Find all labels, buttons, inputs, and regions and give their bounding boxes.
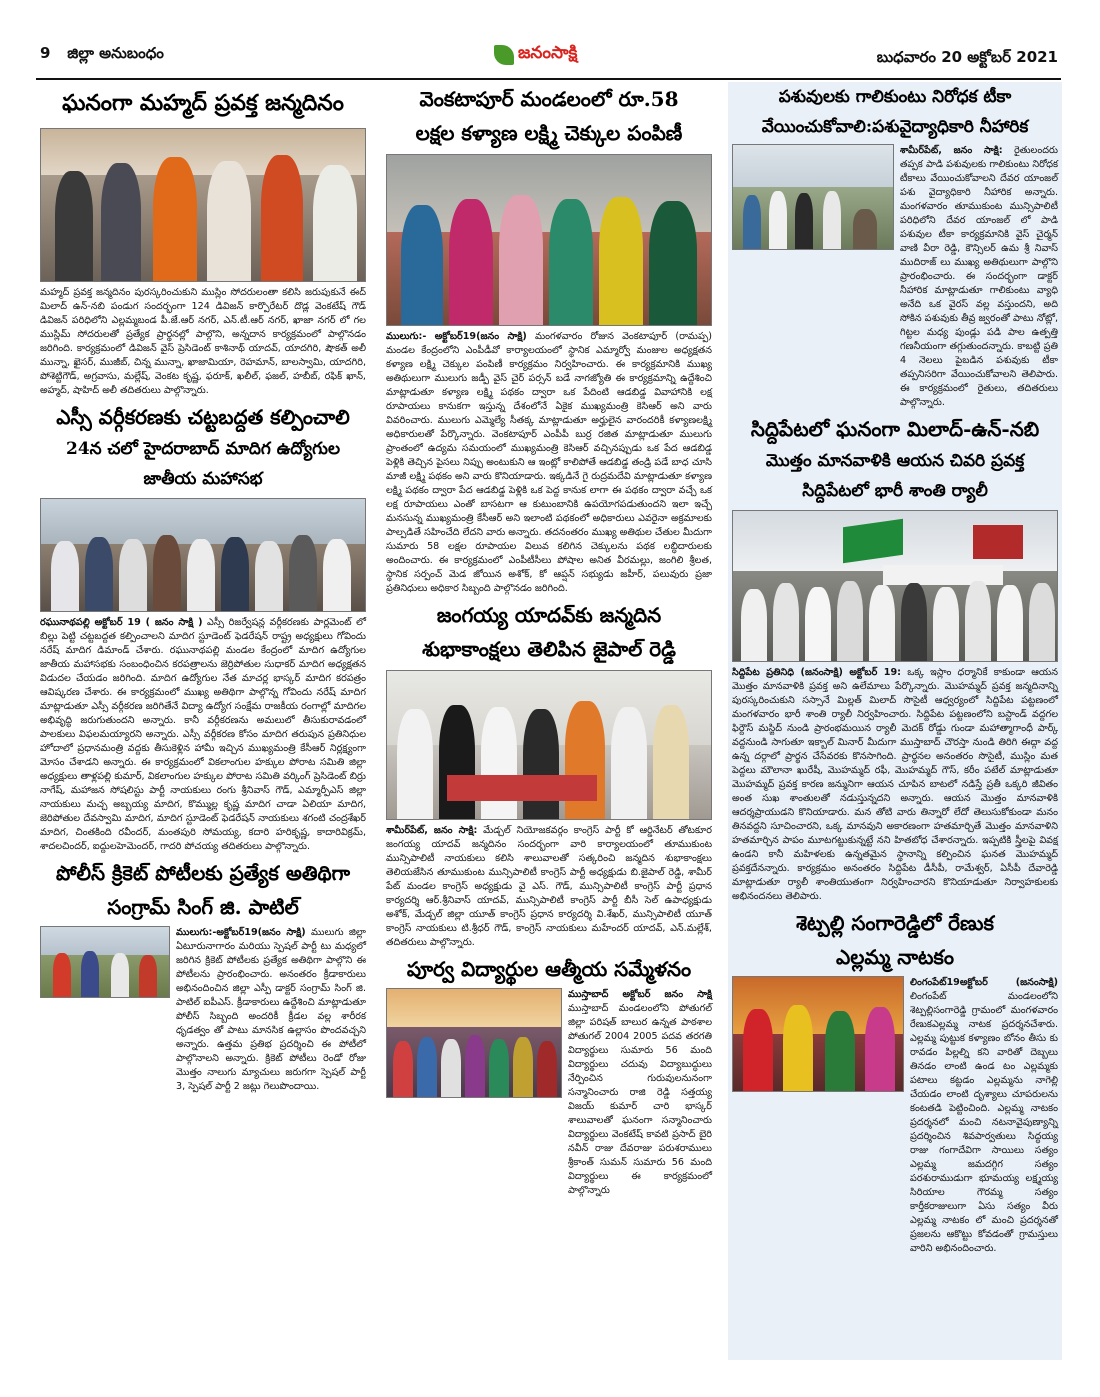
masthead-title: జనంసాక్షి: [518, 43, 578, 63]
article-dateline: ములుగు:- అక్టోబర్19(జనం సాక్షి): [386, 331, 527, 342]
article-body: రఘునాథపల్లి అక్టోబర్ 19 ( జనం సాక్షి ) ఎస్సీ రిజర్వేషన్ల వర్గీకరణకు పార్లమెంట్ లో బిల్లు పెట్టి చట్టబద్దత కల్పించాలని మాదిగ స్టూడెంట్ ఫెడరేషన్ రాష్ట్ర అధ్యక్షులు గోవిందు నరేష్ మాదిగ డిమాండ్ చేశారు. రఘునాథపల్లి మండల కేంద్రంలో మాదిగ ఉద్యోగుల జాతీయ మహాసభకు సంబంధించిన కరపత్రాలను జెర్రిపోతుల సుధాకర్ మాదిగ అధ్యక్షతన విడుదల చేయడం జరిగింది. మాదిగ ఉద్యోగుల నేత మాచర్ల భాస్కర్ మాదిగ కరపత్రం ఆవిష్కరణ చేశారు. ఈ కార్యక్రమంలో ముఖ్య అతిథిగా పాల్గొన్న గోవిందు నరేష్ మాదిగ మాట్లాడుతూ ఎస్సీ వర్గీకరణ జరిగితేనే విద్యా ఉద్యోగ సంక్షేమ రాజకీయ రంగాల్లో మాదిగల అభివృద్ధి జరుగుతుందని అన్నారు. కానీ వర్గీకరణను అమలులో తీసుకురావడంలో పాలకులు విఫలమయ్యారని అన్నారు. ఎస్సీ వర్గీకరణ కోసం మాదిగ తరుపున ప్రతినిధుల హోదాలో ప్రధానమంత్రి వద్దకు తీసుకెళ్లిన హామీ ఇచ్చిన ముఖ్యమంత్రి కేసీఆర్ నిర్లక్ష్యంగా మోసం చేశాడని అన్నారు. ఈ కార్యక్రమంలో వికలాంగుల హక్కుల పోరాట సమితి జిల్లా అధ్యక్షులు తాళ్లపల్లి కుమార్, వికలాంగుల హక్కుల పోరాట సమితి వర్కింగ్ ప్రెసిడెంట్ బిర్రు నాగేష్, మహాజన సోషలిస్టు పార్టీ నాయకులు రంగు శ్రీనివాస్ గౌడ్, ఎమ్మార్పీఎస్ జిల్లా నాయకులు మచ్చ అబ్బయ్య మాదిగ, కొమ్ముల్ల కృష్ణ మాదిగ చాడా ఏలియా మాదిగ, జెరిపోతుల దేవస్వామి మాదిగ, మాదిగ స్టూడెంట్ ఫెడరేషన్ నాయకులు శగంటి చంద్రశేఖర్ మాదిగ, చింతకింది రవీందర్, మంతపురి సోమయ్య, కదారి హరికృష్ణ, కాదారివిక్రమ్, శాదలచిందర్, ఐద్దులహెమెందర్, గాదరి పోచయ్య తదితరులు పాల్గొన్నారు.: [40, 617, 366, 852]
article-body: శామీర్‌పేట్, జనం సాక్షి: మేడ్చల్ నియోజకవర్గం కాంగ్రెస్ పార్టీ కో ఆర్డినేటర్ తోటకూర జంగయ్య యాదవ్ జన్మదినం సందర్భంగా వారి కార్యాలయంలో తూముకుంట మున్సిపాలిటీ నాయకులు కలిసి శాలువాలతో సత్కరించి జన్మదిన శుభాకాంక్షలు తెలియజేసిన తూముకుంట మున్సిపాలిటీ కాంగ్రెస్ పార్టీ అధ్యక్షుడు బి.జైపాల్ రెడ్డి, శామీర్ పేట్ మండల కాంగ్రెస్ అధ్యక్షుడు వై ఎస్. గౌడ్, మున్సిపాలిటీ కాంగ్రెస్ పార్టీ ప్రధాన కార్యదర్శి ఆర్.శ్రీనివాస్ యాదవ్, మున్సిపాలిటీ కాంగ్రెస్ పార్టీ బీసీ సెల్ ఉపాధ్యక్షుడు అశోక్, మేడ్చల్ జిల్లా యూత్ కాంగ్రెస్ ప్రధాన కార్యదర్శి వి.శేఖర్, మున్సిపాలిటీ యూత్ కాంగ్రెస్ నాయకులు టి.శ్రీధర్ గౌడ్, కాంగ్రెస్ నాయకులు మహేందర్ యాదవ్, ఎన్.మల్లేశ్, తదితరులు పాల్గొన్నారు.: [386, 825, 712, 948]
article-foot-mouth-vaccine: [728, 82, 1062, 412]
page-number: 9: [40, 44, 51, 62]
article-photo: [40, 128, 366, 282]
article-headline: పోలీస్ క్రికెట్ పోటీలకు ప్రత్యేక అతిథిగా: [55, 861, 351, 885]
article-milad-prophet: [36, 82, 370, 398]
article-headline: శెట్పల్లి సంగారెడ్డిలో రేణుక: [796, 911, 994, 935]
article-body: ములుగు:-అక్టోబర్19(జనం సాక్షి) ములుగు జిల్లా ఏటూరునాగారం మరియు స్పెషల్ పార్టీ టు మధ్యలో జరిగిన క్రికెట్ పోటీలకు ప్రత్యేక అతిథిగా పాల్గొని ఈ పోటీలను ప్రారంభించారు. అనంతరం క్రీడాకారులు అభినందించిన జిల్లా ఎస్పీ డాక్టర్ సంగ్రామ్ సింగ్ జి. పాటిల్ ఐపీఎస్. క్రీడాకారులు ఉద్దేశించి మాట్లాడుతూ పోలీస్ సిబ్బంది అందరికీ క్రీడల వల్ల శారీరక ధృడత్వం తో పాటు మానసిక ఉల్లాసం పొందవచ్చని అన్నారు. ఉత్తమ ప్రతిభ ప్రదర్శించి ఈ పోటీలో పాల్గొనాలని అన్నారు. క్రికెట్ పోటీలు రెండో రోజు మొత్తం నాలుగు మ్యాచులు జరుగగా స్పెషల్ పార్టీ 3, స్పెషల్ పార్టీ 2 జట్లు గెలుపొందాయి.: [176, 927, 366, 1092]
article-subhead: మొత్తం మానవాళికి ఆయన చివరి ప్రవక్త: [765, 451, 1025, 471]
article-kalyana-lakshmi: [382, 82, 716, 596]
column-3: [728, 82, 1062, 1360]
banner-icon: [883, 565, 1003, 585]
article-body: శామీర్‌పేట్, జనం సాక్షి: రైతులందరు తప్పక పాడి పశువులకు గాలికుంటు నిరోధక టీకాలు వేయించుకోవాలని దేవర యాంజల్ పశు వైద్యాధికారి నీహారిక అన్నారు. మంగళవారం తూముకుంట మున్సిపాలిటీ పరిధిలోని దేవర యాంజల్ లో పాడి పశువుల టీకా కార్యక్రమానికి వైస్ చైర్మన్ వాణి వీరా రెడ్డి, కౌన్సిలర్ ఉమ శ్రీ నివాస్ ముదిరాజ్ లు ముఖ్య అతిథులుగా పాల్గొని ప్రారంభించారు. ఈ సందర్భంగా డాక్టర్ నీహారిక మాట్లాడుతూ గాలికుంటు వ్యాధి అనేది ఒక వైరస్ వల్ల వస్తుందని, అది సోకిన పశువుకు తీవ్ర జ్వరంతో పాటు నోట్లో, గిట్టల మధ్య పుండ్లు పడి పాల ఉత్పత్తి గణనీయంగా తగ్గుతుందన్నారు. కాబట్టి ప్రతి 4 నెలలు పైబడిన పశువుకు టీకా తప్పనిసరిగా వేయించుకోవాలని తెలిపారు. ఈ కార్యక్రమంలో రైతులు, తదితరులు పాల్గొన్నారు.: [900, 145, 1058, 408]
article-body: సిద్దిపేట ప్రతినిధి (జనంసాక్షి) అక్టోబర్ 19: ఒక్క ఇస్లాం ధర్మానికే కాకుండా ఆయన మొత్తం మానవాళికి ప్రవక్త అని ఉలేమాలు పేర్కొన్నారు. మొహమ్మద్ ప్రవక్త జన్మదినాన్ని పురస్కరించుకుని సస్సానే మిల్లత్ మిలాద్ సొసైటీ ఆధ్వర్యంలో సిద్దిపేట పట్టణంలో మంగళవారం భారీ శాంతి ర్యాలీ నిర్వహించారు. సిద్దిపేట పట్టణంలోని బస్టాండ్ వద్దగల ఫిర్దౌస్ మస్జిద్ నుండి ప్రారంభమయిన ర్యాలీ మెదక్ రోడ్డు గుండా మహాత్మాగాంధీ పార్క్ వద్దనుండి సాగుతూ ఇక్బాల్ మినార్ మీదుగా ముస్తాబాద్ చౌరస్తా నుండి తిరిగి ఈద్గా వద్ద ఉన్న దర్గాలో ప్రార్థన చేసేవరకు కొనసాగింది. ప్రార్థనల అనంతరం సొసైటీ, ముస్లిం మత పెద్దలు మౌలానా ఖురేషీ, మొహమ్మద్ రఫీ, మొహమ్మద్ గౌస్, కరీం పటేల్ మాట్లాడుతూ మొహమ్మద్ ప్రవక్త కారణ జన్మునిగా ఆయన చూపిన బాటలో నడిస్తే ప్రతీ ఒక్కరి జీవితం అంత సుఖ శాంతులతో నడుస్తున్నదని అన్నారు. ఆయన మొత్తం మానవాళికి ఆదర్శప్రాయుడని కొనియాడారు. మన తోటి వారు తిన్నారో లేదో తెలుసుకోకుండా మనం తినవద్దని సూచించారని, ఒక్క మానవుని అకారణంగా హతమార్చితే మొత్తం మానవాళిని హతమార్చిన పాపం మూటగట్టుకున్నట్టే నని హితబోధ చేశారన్నారు. ఇప్పటికి స్త్రీలపై వివక్ష ఉండని కానీ మహిళలకు ఉన్నతమైన స్థానాన్ని కల్పించిన ఘనత మొహమ్మద్ ప్రవక్తదేనన్నారు. కార్యక్రమం అనంతరం సిద్దిపేట డీసీపీ, రామేశ్వర్, ఏసీపీ దేవారెడ్డి మాట్లాడుతూ ర్యాలీ శాంతియుతంగా నిర్వహించారని కొనియాడుతూ నిర్వాహకులకు అభినందనలు తెలిపారు.: [732, 667, 1058, 902]
article-dateline: సిద్దిపేట ప్రతినిధి (జనంసాక్షి) అక్టోబర్ 19:: [732, 667, 901, 678]
page-section: [40, 44, 164, 66]
article-headline: సిద్దిపేటలో ఘనంగా మిలాద్-ఉన్-నబి: [750, 417, 1040, 441]
article-body: లింగంపేట్19అక్టోబర్ (జనంసాక్షి) లింగంపేట్ మండలంలోని శెట్పల్లిసంగారెడ్డి గ్రామంలో మంగళవారం రేణుకఎల్లమ్మ నాటక ప్రదర్శనచేశారు. ఎల్లమ్మ పుట్టుక కళ్యాణం బోనం తీసు కు రావడం పిల్లల్ని కని వారితో దెబ్బలు తినడం లాంటి ఉండ టం ఎల్లమ్మకు పటాలు కట్టడం ఎల్లమ్మను నాగెల్లి చేయడం లాంటి దృశ్యాలు చూపరులను కంటతడి పెట్టించింది. ఎల్లమ్మ నాటకం ప్రదర్శనలో మంచి నటనావైపుణ్యాన్ని ప్రదర్శించిన శివపార్వతులు సిద్ధయ్య రాజు గంగాదేవిగా సాయిలు సత్యం ఎల్లమ్మ జమదగ్గిగ సత్యం పరశురాముడుగా భూమయ్య లక్ష్మయ్య సిరియాల గౌరమ్మ సత్యం కార్తీకరాజులుగా ఏసు సత్యం వీరు ఎల్లమ్మ నాటకం లో మంచి ప్రదర్శనతో ప్రజలను ఆకొట్టు కోవడంతో గ్రామస్తులు వారిని అభినందించారు.: [910, 977, 1058, 1254]
article-jangaiah-birthday: [382, 598, 716, 950]
issue-date: బుధవారం 20 అక్టోబర్ 2021: [876, 48, 1058, 66]
article-alumni-meet: [382, 952, 716, 1200]
article-photo: [386, 154, 712, 326]
article-subhead: 24న చలో హైదరాబాద్ మాదిగ ఉద్యోగుల: [65, 439, 340, 459]
section-title: జిల్లా అనుబంధం: [67, 44, 164, 62]
article-headline: జంగయ్య యాదవ్‌కు జన్మదిన: [436, 603, 662, 627]
page-header: [0, 0, 1100, 80]
article-police-cricket: [36, 856, 370, 1096]
header-rule: [36, 78, 1061, 80]
column-1: [36, 82, 370, 1360]
article-headline-line2: శుభాకాంక్షలు తెలిపిన జైపాల్ రెడ్డి: [422, 637, 676, 661]
article-dateline: రఘునాథపల్లి అక్టోబర్ 19 ( జనం సాక్షి ): [40, 617, 203, 628]
article-headline-line2: వేయించుకోవాలి:పశువైద్యాధికారి నీహారిక: [761, 117, 1029, 137]
article-siddipet-milad: [728, 412, 1062, 904]
article-photo: [732, 144, 894, 250]
article-photo: [40, 498, 366, 612]
article-subhead: సంగ్రామ్ సింగ్ జి. పాటిల్: [107, 895, 299, 919]
article-headline: పూర్వ విద్యార్థుల ఆత్మీయ సమ్మేళనం: [406, 957, 692, 981]
leaf-logo-icon: [494, 45, 514, 65]
column-2: [382, 82, 716, 1360]
article-headline: ఎస్సీ వర్గీకరణకు చట్టబద్దత కల్పించాలి: [56, 405, 350, 429]
article-dateline: శామీర్‌పేట్, జనం సాక్షి:: [900, 145, 1003, 156]
article-photo: [732, 510, 1058, 662]
masthead: [494, 40, 604, 70]
article-photo: [386, 670, 712, 820]
article-headline: పశువులకు గాలికుంటు నిరోధక టీకా: [778, 87, 1012, 107]
table-cloth: [447, 775, 597, 801]
article-headline: ఘనంగా మహ్మద్ ప్రవక్త జన్మదినం: [62, 90, 344, 116]
article-headline-line2: ఎల్లమ్మ నాటకం: [835, 945, 955, 969]
article-dateline: లింగంపేట్19అక్టోబర్ (జనంసాక్షి): [910, 977, 1058, 988]
article-renuka-yellamma: [728, 906, 1062, 1258]
article-photo: [386, 988, 562, 1098]
article-body: ముస్తాబాద్ అక్టోబర్ జనం సాక్షి ముస్తాబాద్ మండలంలోని పోతుగల్ జిల్లా పరిషత్ బాలుర ఉన్నత పాఠశాల పోతుగల్ 2004 2005 పదవ తరగతి విద్యార్థులు సుమారు 56 మంది విద్యార్థులు చదువు విద్యాబుద్ధులు నేర్పించిన గురువులనునంగా సన్మానించారు రాజి రెడ్డి సత్తయ్య విజయ్ కుమార్ చారి భాస్కర్ శాలువాలతో ఘనంగా సన్మానించారు విద్యార్థులు వెంకటేష్ కావటి ప్రసాద్ బైరి నవీన్ రాజు దేవరాజు పరుశరాములు శ్రీకాంత్ సుమన్ సుమారు 56 మంది విద్యార్థులు ఈ కార్యక్రమంలో పాల్గొన్నారు: [568, 989, 712, 1196]
article-photo: [732, 976, 904, 1092]
article-headline: వెంకటాపూర్ మండలంలో రూ.58: [419, 87, 679, 111]
article-sc-classification: [36, 400, 370, 854]
article-headline-line2: లక్షల కళ్యాణ లక్ష్మి చెక్కుల పంపిణీ: [415, 121, 683, 145]
article-dateline: ముస్తాబాద్ అక్టోబర్ జనం సాక్షి: [568, 989, 712, 1000]
article-dateline: శామీర్‌పేట్, జనం సాక్షి:: [386, 825, 478, 836]
article-body: ములుగు:- అక్టోబర్19(జనం సాక్షి) మంగళవారం రోజున వెంకటాపూర్ (రామప్ప) మండల కేంద్రంలోని ఎంపీడీవో కార్యాలయంలో స్థానిక ఎమ్మార్వో మంజుల అధ్యక్షతన కళ్యాణ లక్ష్మి చెక్కుల పంపిణీ కార్యక్రమం నిర్వహించారు. ఈ కార్యక్రమానికి ముఖ్య అతిథులుగా ములుగు జడ్పీ వైస్ చైర్ పర్సన్ బడే నాగజ్యోతి ఈ కార్యక్రమాన్ని ఉద్దేశించి మాట్లాడుతూ కళ్యాణ లక్ష్మి పథకం ద్వారా ఒక పేదింటి ఆడబిడ్డ వివాహానికి లక్ష రూపాయలు కానుకగా ఇస్తున్న దేశంలోనే ఏకైక ముఖ్యమంత్రి కెసిఆర్ అని వారు వివరించారు. ములుగు ఎమ్మెల్యే సీతక్క మాట్లాడుతూ అర్హులైన వారందరికీ కళ్యాణలక్ష్మి అధికారులతో పేర్కొన్నారు. వెంకటాపూర్ ఎంపీపీ బుర్ర రజిత మాట్లాడుతూ ములుగు ప్రాంతంలో ఉద్యమ సమయంలో ముఖ్యమంత్రి కెసిఆర్ వచ్చినప్పుడు ఒక పేద ఆడబిడ్డ పెళ్లికి తెచ్చిన పైసలు నిప్పు అంటుకుని ఆ ఇంట్లో కాలిపోతే ఆడబిడ్డ తండ్రి పడే బాధ చూసి మాజీ లక్ష్మి పథకం అని వారు కొనియాడారు. ఇక్కడినే గై రుద్రమదేవి మాట్లాడుతూ కళ్యాణ లక్ష్మి పథకం ద్వారా పేద ఆడబిడ్డ పెళ్లికి ఒక పెద్ద కానుక లాగా ఈ పథకం ద్వారా వచ్చే ఒక లక్ష రూపాయలు ఎంతో బాసటగా ఆ కుటుంబానికి ఉపయోగపడుతుందని ఇలా ఇచ్చే మనసున్న ముఖ్యమంత్రి కేసీఆర్ అని ఇలాంటి పథకంలో అధికారులు ఎవరైనా అక్రమాలకు పాల్పడితే సహించేది లేదని వారు అన్నారు. తదనంతరం ముఖ్య అతిథుల చేతుల మీదుగా సుమారు 58 లక్షల రూపాయల విలువ కలిగిన చెక్కులను పథక లబ్ధిదారులకు అందించారు. ఈ కార్యక్రమంలో ఎంపీటీసీలు పోషాల అనిత వీరమల్లు, జంగిలి శ్రీలత, స్థానిక సర్పంచ్ మెడ జోయిన అశోక్, కో ఆప్షన్ సభ్యుడు జహీర్, పలువురు ప్రజా ప్రతినిధులు అధికార సిబ్బంది పాల్గొనడం జరిగింది.: [386, 331, 712, 594]
article-subhead: సిద్దిపేటలో భారీ శాంతి ర్యాలీ: [802, 481, 988, 501]
flag-icon: [973, 525, 1023, 559]
article-subhead: జాతీయ మహాసభ: [143, 469, 263, 489]
article-body: మహ్మద్ ప్రవక్త జన్మదినం పురస్కరించుకుని ముస్లిం సోదరులంతా కలిసి జరుపుకునే ఈద్ మిలాద్ ఉన్-నబి పండుగ సందర్భంగా 124 డివిజన్ కార్పొరేటర్ దొడ్ల వెంకటేష్ గౌడ్ డివిజన్ పరిధిలోని ఎల్లమ్మబండ పీ.జే.ఆర్ నగర్, ఎన్.టీ.ఆర్ నగర్, ఖాజా నగర్ లో గల ముస్లిమ్ సోదరులతో ప్రత్యేక ప్రార్థనల్లో పాల్గొని, అన్నదాన కార్యక్రమంలో పాల్గొనడం జరిగింది. కార్యక్రమంలో డివిజన్ వైస్ ప్రెసిడెంట్ కాశినాథ్ యాదవ్, యాదగిరి, షౌకత్ అలీ మున్నా, ఖైసర్, ముజీబ్, చిన్న మున్నా, ఖాజామియా, రెహమాన్, బాలస్వామి, యాదగిరి, పోశెట్టిగౌడ్, అగ్రవాసు, మల్లేష్, వెంకట కృష్ణ, ఫరూక్, ఖలీల్, ఫజల్, హబీబ్, రఫిక్ ఖాన్, అహ్మద్, షాహిద్ అలీ తదితరులు పాల్గొన్నారు.: [40, 287, 366, 396]
article-dateline: ములుగు:-అక్టోబర్19(జనం సాక్షి): [176, 927, 306, 938]
article-photo: [40, 926, 170, 998]
